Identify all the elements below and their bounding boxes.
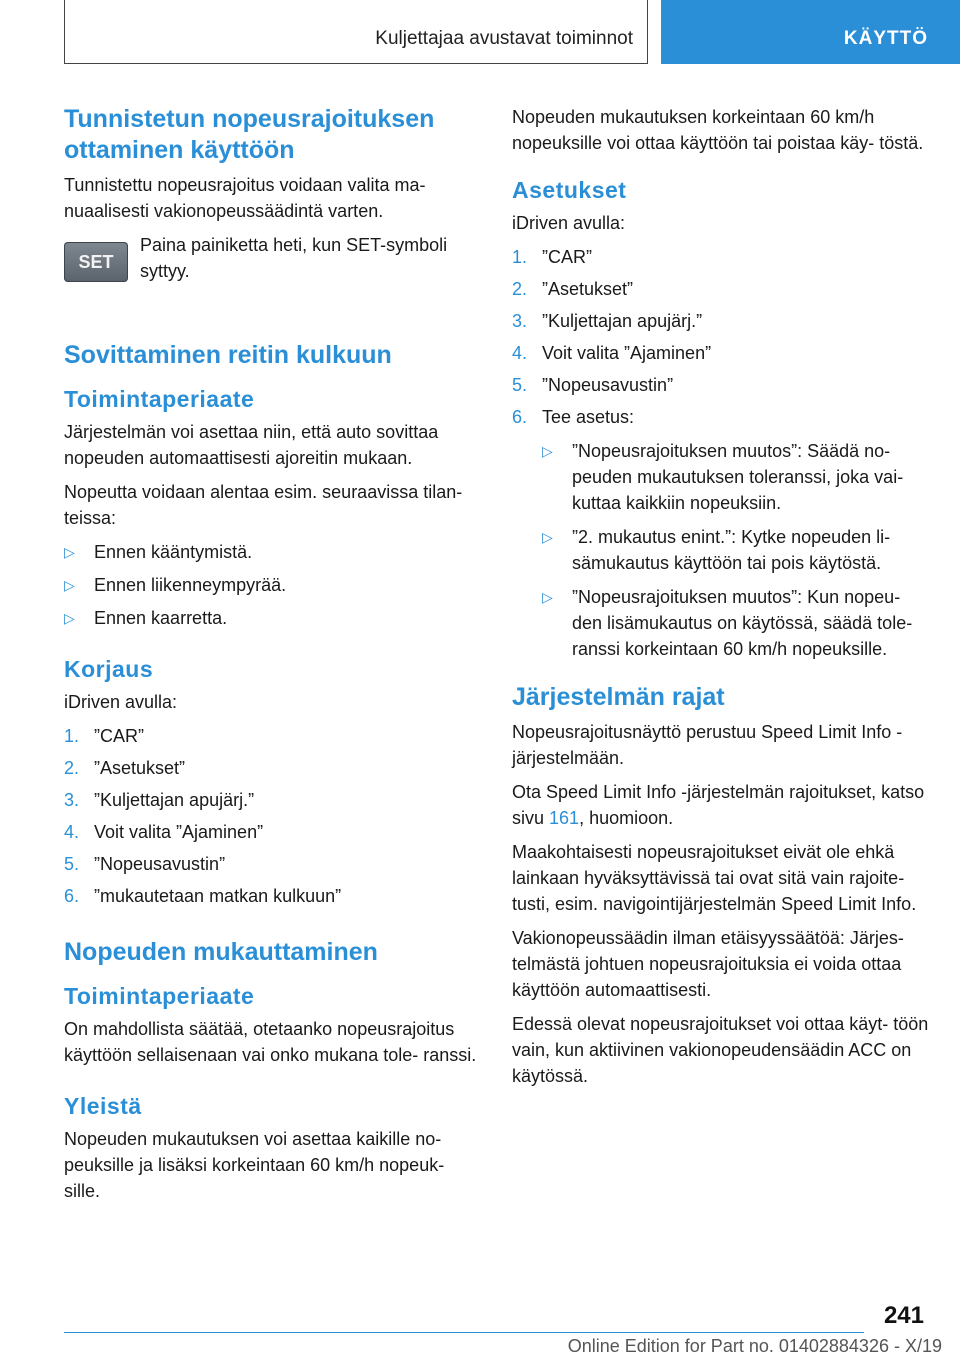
paragraph-limits-4: Vakionopeussäädin ilman etäisyyssäätöä: Järjes- telmästä johtuen nopeusrajoituksia ei voida ottaa käyttöön automaattisesti. [512,928,904,1000]
paragraph-limits-2: Ota Speed Limit Info -järjestelmän rajoitukset, katso sivu 161, huomioon. [512,782,925,828]
set-instruction-row [64,232,484,312]
header-frame [64,0,648,64]
list-item: ▷ Ennen kääntymistä. [64,539,484,565]
list-item: 2. ”Asetukset” [512,279,634,299]
triangle-bullet-icon: ▷ [64,577,75,593]
list-item: 3. ”Kuljettajan apujärj.” [64,790,255,810]
subheading-principle: Toimintaperiaate [64,386,255,412]
list-item: 5. ”Nopeusavustin” [64,854,226,874]
settings-steps [512,244,932,662]
paragraph-idrive: iDriven avulla: [64,692,178,712]
situation-list [64,539,484,631]
list-item: 2. ”Asetukset” [64,758,186,778]
subheading-correction: Korjaus [64,656,154,682]
list-item: 5. ”Nopeusavustin” [512,375,674,395]
list-item: ▷ ”2. mukautus enint.”: Kytke nopeuden li- sämukautus käyttöön tai pois käytöstä. [542,524,932,576]
correction-steps [64,723,484,909]
triangle-bullet-icon: ▷ [542,589,553,605]
list-item: 6. Tee asetus: ▷ ”Nopeusrajoituksen muutos”: Säädä no- peuden mukautuksen toleranssi, joka vai- kuttaa kaikkiin nopeuksiin. ▷ ”2. mukautus enint.”: Kytke nopeuden li- sämukautus käyttöön tai pois käytöstä. ▷ ”Nopeusrajoituksen muutos”: Kun nopeu- den lisämukautus on käytössä, säädä tole- ranssi korkeintaan 60 km/h nopeuksille. [512,404,932,662]
subheading-general: Yleistä [64,1093,142,1119]
list-item: 4. Voit valita ”Ajaminen” [64,822,264,842]
paragraph-adjustment: On mahdollista säätää, otetaanko nopeusrajoitus käyttöön sellaisenaan vai onko mukana tole- ranssi. [64,1019,477,1065]
chapter-tab-label: KÄYTTÖ [843,28,928,49]
page-number: 241 [883,1302,924,1329]
heading-recognized-limit: Tunnistetun nopeusrajoituksen ottaminen käyttöön [64,105,435,164]
set-instruction: Paina painiketta heti, kun SET-symboli syttyy. [140,235,448,281]
paragraph-limits-1: Nopeusrajoitusnäyttö perustuu Speed Limit Info -järjestelmään. [512,722,903,768]
right-column [512,104,932,1097]
triangle-bullet-icon: ▷ [64,610,75,626]
set-button-icon: SET [64,242,128,282]
footer-divider [64,1332,864,1333]
paragraph-idrive: iDriven avulla: [512,213,626,233]
list-item: 6. ”mukautetaan matkan kulkuun” [64,886,342,906]
paragraph-principle-1: Järjestelmän voi asettaa niin, että auto sovittaa nopeuden automaattisesti ajoreitin mukaan. [64,422,439,468]
list-item: 4. Voit valita ”Ajaminen” [512,343,712,363]
paragraph-limits-5: Edessä olevat nopeusrajoitukset voi ottaa käyt- töön vain, kun aktiivinen vakionopeudensäädin ACC on käytössä. [512,1014,929,1086]
footer-edition: Online Edition for Part no. 01402884326 - X/19 [567,1336,942,1356]
list-item: ▷ ”Nopeusrajoituksen muutos”: Kun nopeu- den lisämukautus on käytössä, säädä tole- ranssi korkeintaan 60 km/h nopeuksille. [542,584,932,662]
paragraph-adjustment-60: Nopeuden mukautuksen korkeintaan 60 km/h nopeuksille voi ottaa käyttöön tai poistaa käy- töstä. [512,107,924,153]
triangle-bullet-icon: ▷ [542,529,553,545]
chapter-tab[interactable] [661,0,960,64]
list-item: 3. ”Kuljettajan apujärj.” [512,311,703,331]
paragraph-limits-3: Maakohtaisesti nopeusrajoitukset eivät ole ehkä lainkaan hyväksyttävissä tai ovat sitä vain rajoite- tusti, esim. navigointijärjestelmän Speed Limit Info. [512,842,917,914]
list-item: 1. ”CAR” [512,247,592,267]
section-title: Kuljettajaa avustavat toiminnot [375,28,633,49]
subheading-settings: Asetukset [512,177,627,203]
page-link-161[interactable]: 161 [549,808,580,828]
triangle-bullet-icon: ▷ [542,443,553,459]
paragraph-principle-2: Nopeutta voidaan alentaa esim. seuraavissa tilan- teissa: [64,482,463,528]
triangle-bullet-icon: ▷ [64,544,75,560]
heading-route-adaptation: Sovittaminen reitin kulkuun [64,341,392,369]
list-item: 1. ”CAR” [64,726,144,746]
paragraph-recognized-limit: Tunnistettu nopeusrajoitus voidaan valita ma- nuaalisesti vakionopeussäädintä varten. [64,175,426,221]
left-column [64,104,484,1212]
heading-system-limits: Järjestelmän rajat [512,683,725,711]
subheading-principle-2: Toimintaperiaate [64,983,255,1009]
list-item: ▷ ”Nopeusrajoituksen muutos”: Säädä no- peuden mukautuksen toleranssi, joka vai- kuttaa kaikkiin nopeuksiin. [542,438,932,516]
list-item: ▷ Ennen kaarretta. [64,605,484,631]
heading-speed-adjustment: Nopeuden mukauttaminen [64,938,378,966]
paragraph-general: Nopeuden mukautuksen voi asettaa kaikille no- peuksille ja lisäksi korkeintaan 60 km/h nopeuk- sille. [64,1129,445,1201]
list-item: ▷ Ennen liikenneympyrää. [64,572,484,598]
settings-substeps [542,438,932,662]
